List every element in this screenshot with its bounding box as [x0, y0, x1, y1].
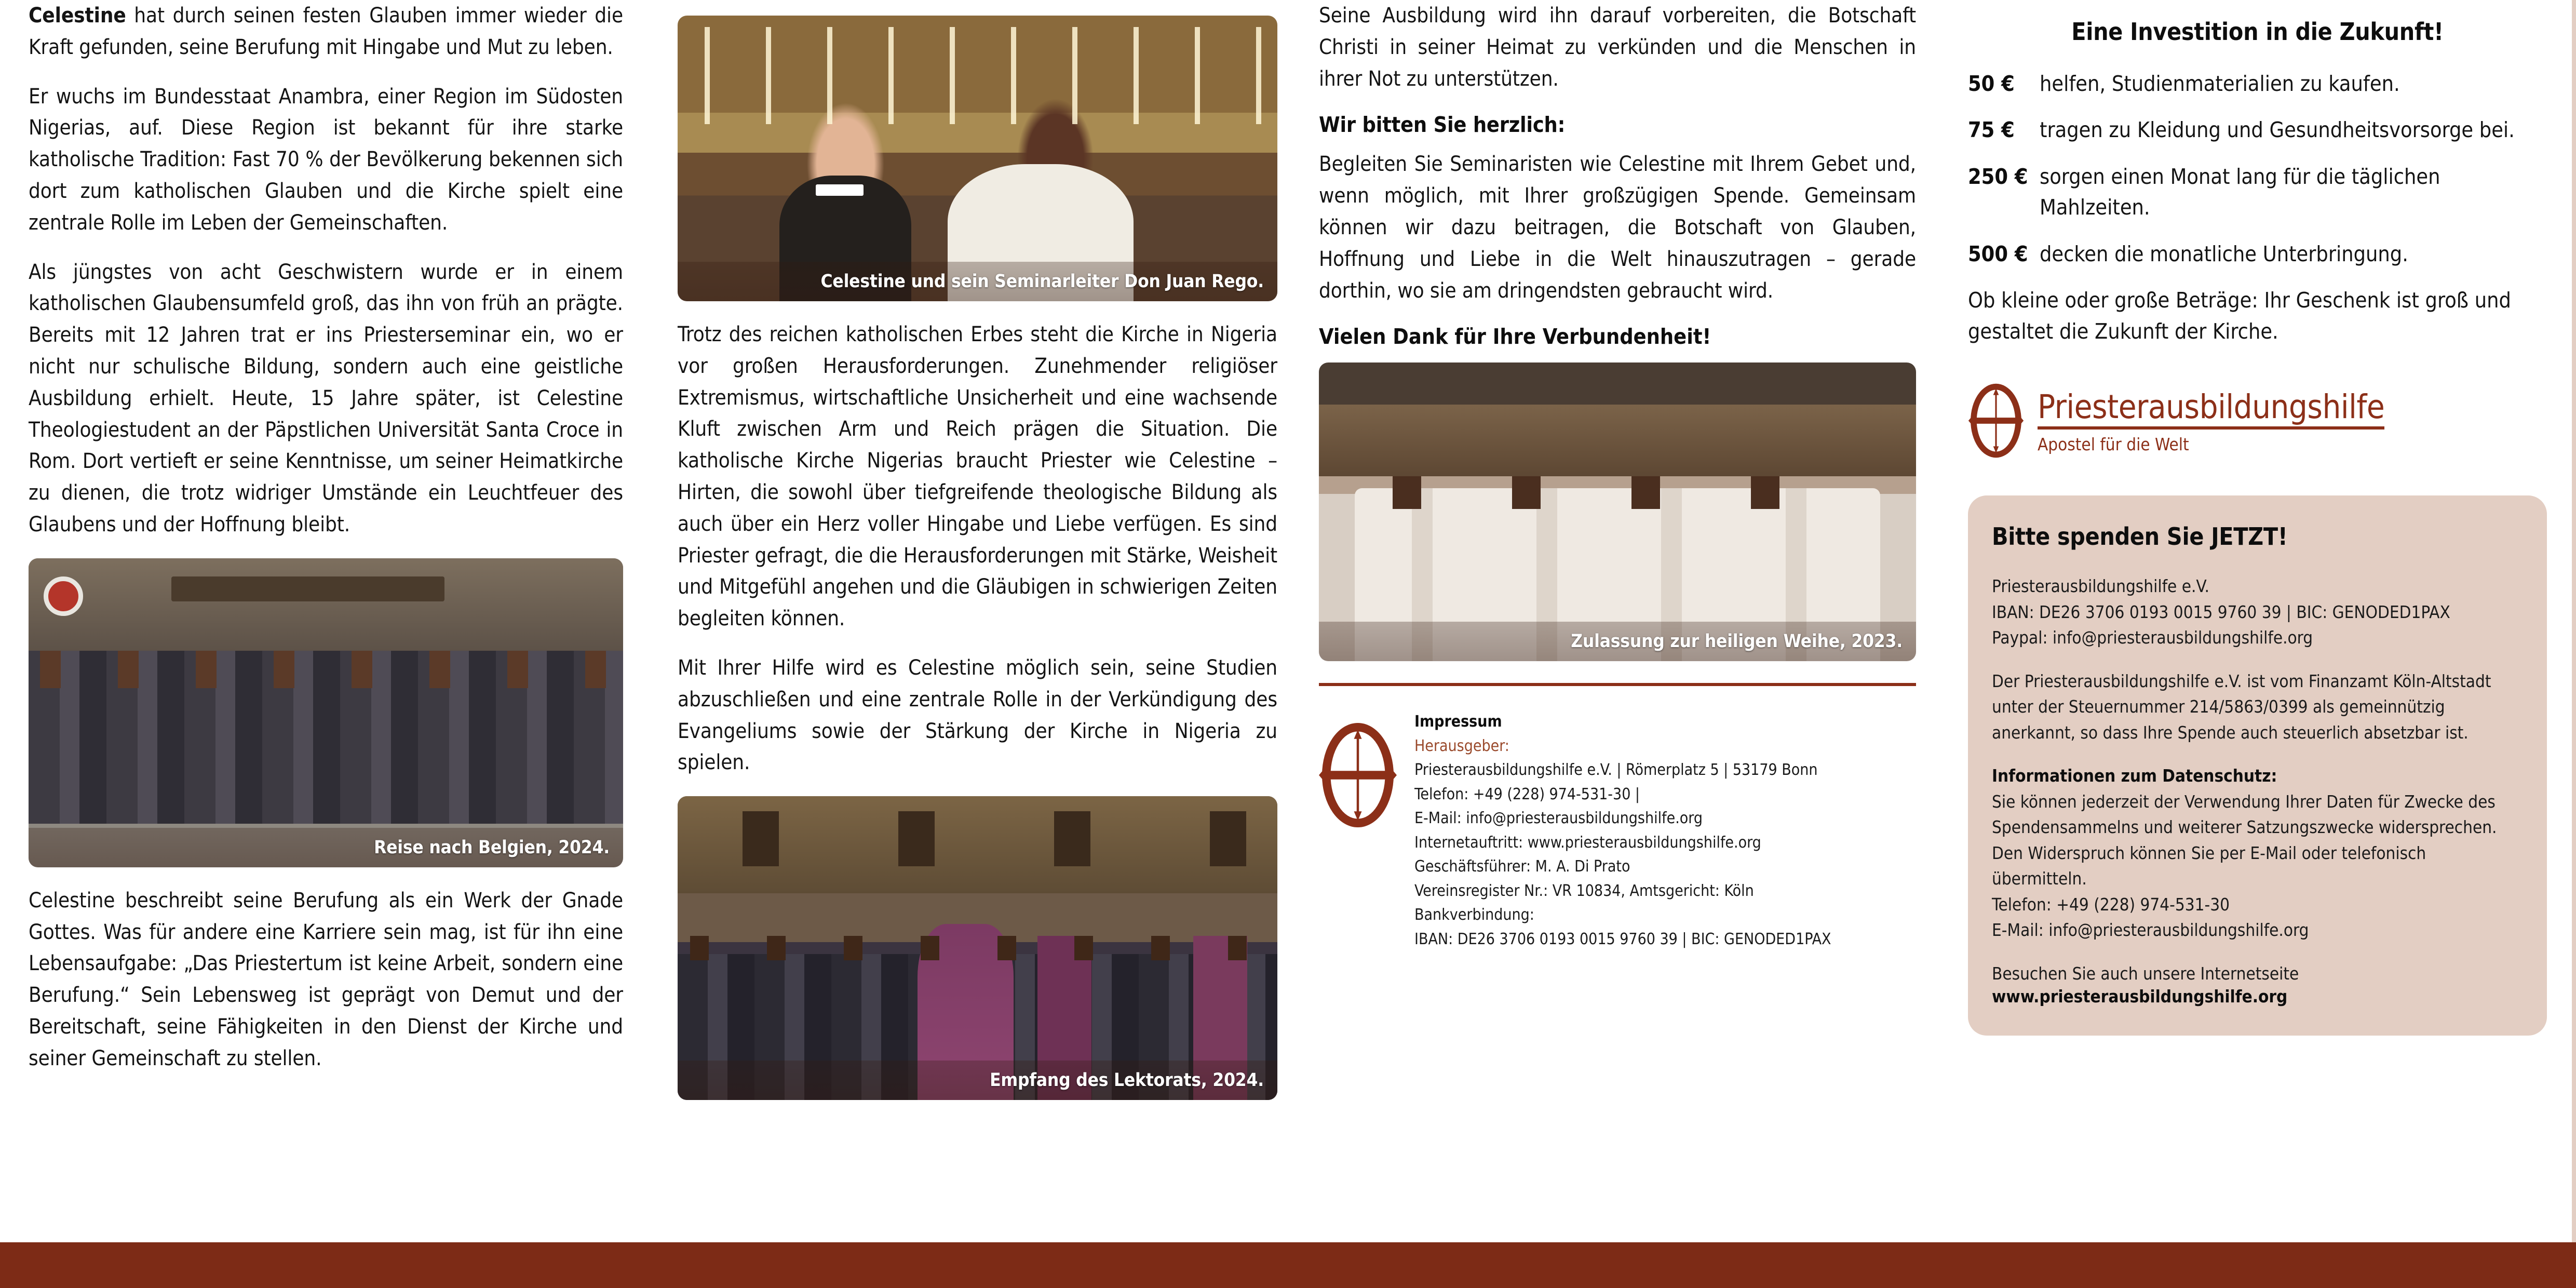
request-heading: Wir bitten Sie herzlich: — [1319, 112, 1566, 138]
bank-details-block — [1992, 573, 2523, 651]
photo-candles — [678, 27, 1277, 124]
donation-tier — [1968, 69, 2547, 99]
website-url[interactable]: www.priesterausbildungshilfe.org — [1992, 986, 2288, 1007]
tax-note: Der Priesterausbildungshilfe e.V. ist vom Finanzamt Köln-Altstadt unter der Steuernummer 214/5863/0399 als gemeinnützig anerkannt, so dass Ihre Spende auch steuerlich absetzbar ist. — [1992, 670, 2491, 743]
paragraph-intro — [29, 0, 623, 63]
photo-caption: Empfang des Lektorats, 2024. — [678, 1061, 1277, 1100]
lead-name: Celestine — [29, 4, 126, 28]
donation-description: tragen zu Kleidung und Gesundheitsvorsorge bei. — [2040, 117, 2515, 143]
brand-logo[interactable] — [1968, 381, 2547, 462]
impressum-line: Internetauftritt: www.priesterausbildungshilfe.org — [1414, 833, 1761, 852]
org-mark-icon — [1968, 381, 2024, 462]
org-name: Priesterausbildungshilfe e.V. — [1992, 576, 2209, 597]
no-entry-sign-icon — [44, 576, 83, 616]
paragraph-request: Begleiten Sie Seminaristen wie Celestine mit Ihrem Gebet und, wenn möglich, mit Ihrer großzügigen Spende. Gemeinsam können wir dazu beitragen, die Botschaft von Glauben, Hoffnung und Liebe in die Welt hinauszutragen – gerade dorthin, wo sie am dringendsten gebraucht wird. — [1319, 152, 1916, 303]
photo-group-heads — [29, 651, 623, 688]
paragraph-formation: Als jüngstes von acht Geschwistern wurde er in einem katholischen Glaubensumfeld groß, das ihn von früh an prägte. Bereits mit 12 Jahren trat er ins Priesterseminar ein, wo er nicht nur schulische Bildung, sondern auch eine geistliche Ausbildung erhielt. Heute, 15 Jahre später, ist Celestine Theologiestudent an der Päpstlichen Universität Santa Croce in Rom. Dort vertieft er seine Kenntnisse, um seiner Heimatkirche zu dienen, die trotz widriger Umstände ein Leuchtfeuer des Glaubens und der Hoffnung bleibt. — [29, 260, 623, 536]
column-one — [29, 0, 623, 1241]
column-two — [678, 0, 1277, 1241]
donation-tier — [1968, 162, 2547, 223]
privacy-text: Sie können jederzeit der Verwendung Ihrer Daten für Zwecke des Spendensammelns und weiterer Satzungszwecke widersprechen. Den Widerspruch können Sie per E-Mail oder telefonisch übermitteln. — [1992, 791, 2497, 889]
photo-shop-sign — [171, 576, 445, 601]
paragraph-vocation: Celestine beschreibt seine Berufung als ein Werk der Gnade Gottes. Was für andere eine Karriere sein mag, ist für ihn eine Lebensaufgabe: „Das Priestertum ist keine Arbeit, sondern eine Berufung.“ Sein Lebensweg ist geprägt von Demut und der Bereitschaft, seine Fähigkeiten in den Dienst der Kirche und seiner Gemeinschaft zu stellen. — [29, 888, 623, 1070]
column-four — [1968, 0, 2547, 1241]
photo-ordination-admission — [1319, 363, 1916, 661]
brand-wordmark — [2038, 388, 2385, 455]
paragraph-your-help: Mit Ihrer Hilfe wird es Celestine möglich sein, seine Studien abzuschließen und eine zentrale Rolle in der Verkündigung des Evangeliums sowie der Stärkung der Kirche in Nigeria zu spielen. — [678, 655, 1277, 775]
brand-tagline: Apostel für die Welt — [2038, 434, 2189, 455]
photo-caption: Zulassung zur heiligen Weihe, 2023. — [1319, 622, 1916, 661]
closing-statement: Ob kleine oder große Beträge: Ihr Geschenk ist groß und gestaltet die Zukunft der Kirche. — [1968, 288, 2511, 344]
donation-amount: 50 € — [1968, 71, 2015, 96]
impressum-line: IBAN: DE26 3706 0193 0015 9760 39 | BIC: GENODED1PAX — [1414, 930, 1831, 948]
website-block — [1992, 961, 2523, 1007]
investment-title: Eine Investition in die Zukunft! — [2071, 18, 2444, 46]
privacy-block — [1992, 763, 2523, 943]
photo-group-heads — [678, 936, 1277, 960]
impressum-line: Bankverbindung: — [1414, 906, 1534, 924]
photo-belgium-trip — [29, 558, 623, 867]
photo-shopfront — [29, 558, 623, 651]
paragraph-mission: Seine Ausbildung wird ihn darauf vorbereiten, die Botschaft Christi in seiner Heimat zu verkünden und die Menschen in ihrer Not zu unterstützen. — [1319, 4, 1916, 91]
donation-box — [1968, 495, 2547, 1036]
impressum-line: E-Mail: info@priesterausbildungshilfe.org — [1414, 809, 1703, 828]
photo-wall-frames — [696, 811, 1260, 866]
impressum-line: Telefon: +49 (228) 974-531-30 | — [1414, 785, 1640, 803]
impressum-line: Priesterausbildungshilfe e.V. | Römerplatz 5 | 53179 Bonn — [1414, 761, 1818, 780]
page-edge-sliver — [2572, 0, 2576, 1242]
impressum-line: Geschäftsführer: M. A. Di Prato — [1414, 857, 1630, 876]
iban-line: IBAN: DE26 3706 0193 0015 9760 39 | BIC: GENODED1PAX — [1992, 601, 2450, 622]
paragraph-challenges: Trotz des reichen katholischen Erbes steht die Kirche in Nigeria vor großen Herausforderungen. Zunehmender religiöser Extremismus, wirtschaftliche Unsicherheit und eine wachsende Kluft zwischen Arm und Reich prägen die Situation. Die katholische Kirche Nigerias braucht Priester wie Celestine – Hirten, die sowohl über tiefgreifende theologische Bildung als auch über ein Herz voller Hingabe und Liebe verfügen. Es sind Priester gefragt, die die Herausforderungen mit Stärke, Weisheit und Mitgefühl angehen und die Gläubigen in schwierigen Zeiten begleiten können. — [678, 323, 1277, 631]
photo-caption: Celestine und sein Seminarleiter Don Juan Rego. — [678, 262, 1277, 301]
donation-description: decken die monatliche Unterbringung. — [2040, 241, 2408, 266]
org-mark-icon — [1319, 710, 1397, 833]
privacy-title: Informationen zum Datenschutz: — [1992, 766, 2277, 786]
privacy-phone[interactable]: Telefon: +49 (228) 974-531-30 — [1992, 894, 2230, 915]
paypal-line[interactable]: Paypal: info@priesterausbildungshilfe.org — [1992, 627, 2313, 648]
donation-description: helfen, Studienmaterialien zu kaufen. — [2040, 71, 2400, 96]
paragraph-intro-rest: hat durch seinen festen Glauben immer wieder die Kraft gefunden, seine Berufung mit Hingabe und Mut zu leben. — [29, 4, 623, 59]
photo-caption: Reise nach Belgien, 2024. — [29, 828, 623, 867]
photo-seminarian-faces — [1367, 476, 1868, 509]
impressum-line: Vereinsregister Nr.: VR 10834, Amtsgericht: Köln — [1414, 881, 1754, 900]
footer-bar — [0, 1242, 2576, 1288]
photo-celestine-and-rector — [678, 16, 1277, 301]
visit-label: Besuchen Sie auch unsere Internetseite — [1992, 963, 2299, 984]
donation-description: sorgen einen Monat lang für die täglichen Mahlzeiten. — [2040, 164, 2440, 220]
tax-note-block — [1992, 668, 2523, 746]
donation-tier — [1968, 115, 2547, 145]
impressum-text — [1414, 710, 1916, 951]
donation-amount: 250 € — [1968, 164, 2028, 189]
photo-lectorate-reception — [678, 796, 1277, 1100]
column-three — [1319, 0, 1916, 1241]
impressum-block — [1319, 710, 1916, 951]
section-divider — [1319, 683, 1916, 686]
brand-name: Priesterausbildungshilfe — [2038, 391, 2384, 430]
donate-now-title: Bitte spenden Sie JETZT! — [1992, 522, 2288, 551]
donation-amount: 75 € — [1968, 117, 2015, 143]
donation-tier — [1968, 239, 2547, 270]
impressum-title: Impressum — [1414, 713, 1502, 731]
thanks-line: Vielen Dank für Ihre Verbundenheit! — [1319, 324, 1711, 350]
impressum-publisher-label: Herausgeber: — [1414, 736, 1509, 755]
photo-roman-collar — [816, 184, 864, 196]
privacy-email[interactable]: E-Mail: info@priesterausbildungshilfe.org — [1992, 920, 2309, 941]
photo-altar — [1319, 405, 1916, 476]
donation-amount: 500 € — [1968, 241, 2028, 266]
paragraph-origin: Er wuchs im Bundesstaat Anambra, einer Region im Südosten Nigerias, auf. Diese Region ist bekannt für ihre starke katholische Tradition: Fast 70 % der Bevölkerung bekennen sich dort zum katholischen Glauben und die Kirche spielt eine zentrale Rolle im Leben der Gemeinschaften. — [29, 84, 623, 235]
